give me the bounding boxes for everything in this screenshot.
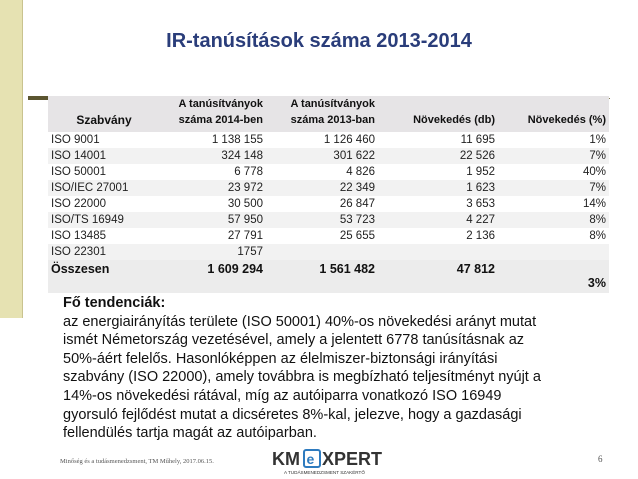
table-header-row	[48, 96, 609, 132]
count-2013-cell: 25 655	[266, 228, 378, 244]
total-growth-count: 47 812	[378, 260, 498, 293]
kmexpert-logo	[270, 447, 406, 477]
trends-heading: Fő tendenciák:	[63, 295, 166, 311]
header-standard: Szabvány	[48, 96, 160, 132]
total-count-2013: 1 561 482	[266, 260, 378, 293]
page-number: 6	[598, 454, 603, 464]
count-2014-cell: 27 791	[160, 228, 266, 244]
count-2014-cell: 6 778	[160, 164, 266, 180]
growth-percent-cell: 8%	[498, 212, 609, 228]
standard-cell: ISO 22000	[48, 196, 160, 212]
certification-table	[48, 96, 609, 293]
trends-line: szabvány (ISO 22000), amely továbbra is megbízható teljesítményt nyújt a	[63, 369, 541, 386]
total-growth-percent: 3%	[498, 260, 609, 293]
header-count-2014: A tanúsítványok száma 2014-ben	[160, 96, 266, 132]
table-row	[48, 196, 609, 212]
growth-count-cell: 22 526	[378, 148, 498, 164]
count-2013-cell: 53 723	[266, 212, 378, 228]
count-2013-cell: 301 622	[266, 148, 378, 164]
count-2014-cell: 324 148	[160, 148, 266, 164]
header-count-2013: A tanúsítványok száma 2013-ban	[266, 96, 378, 132]
growth-count-cell: 3 653	[378, 196, 498, 212]
trends-line: ismét Németország vezetésével, amely a jelentett 6778 tanúsításnak az	[63, 332, 525, 349]
trends-text	[63, 294, 603, 443]
footer-text: Minőség és a tudásmenedzsment, TM Műhely, 2017.06.15.	[60, 458, 214, 465]
trends-line: gyorsuló fejlődést mutat a dicséretes 8%-kal, jelezve, hogy a gazdasági	[63, 406, 522, 423]
growth-count-cell: 4 227	[378, 212, 498, 228]
count-2013-cell: 26 847	[266, 196, 378, 212]
growth-count-cell: 1 623	[378, 180, 498, 196]
count-2014-cell: 1757	[160, 244, 266, 260]
table-row	[48, 164, 609, 180]
table-row	[48, 148, 609, 164]
count-2013-cell: 22 349	[266, 180, 378, 196]
growth-count-cell: 11 695	[378, 132, 498, 148]
growth-percent-cell: 40%	[498, 164, 609, 180]
table-row	[48, 132, 609, 148]
growth-count-cell	[378, 244, 498, 260]
table-row	[48, 180, 609, 196]
count-2013-cell	[266, 244, 378, 260]
count-2013-cell: 1 126 460	[266, 132, 378, 148]
slide-title: IR-tanúsítások száma 2013-2014	[166, 30, 472, 52]
header-growth-count: Növekedés (db)	[378, 96, 498, 132]
svg-text:e: e	[306, 451, 315, 467]
standard-cell: ISO 22301	[48, 244, 160, 260]
trends-line: az energiairányítás területe (ISO 50001) 40%-os növekedési arányt mutat	[63, 313, 537, 330]
table-total-row	[48, 260, 609, 293]
growth-percent-cell	[498, 244, 609, 260]
count-2013-cell: 4 826	[266, 164, 378, 180]
standard-cell: ISO/IEC 27001	[48, 180, 160, 196]
growth-percent-cell: 1%	[498, 132, 609, 148]
trends-line: fellendülés tartja magát az autóiparban.	[63, 425, 317, 442]
svg-text:XPERT: XPERT	[322, 449, 383, 469]
header-growth-percent: Növekedés (%)	[498, 96, 609, 132]
count-2014-cell: 30 500	[160, 196, 266, 212]
count-2014-cell: 23 972	[160, 180, 266, 196]
table-row	[48, 228, 609, 244]
count-2014-cell: 57 950	[160, 212, 266, 228]
trends-line: 14%-os növekedési rátával, míg az autóiparra vonatkozó ISO 16949	[63, 387, 502, 404]
standard-cell: ISO/TS 16949	[48, 212, 160, 228]
svg-text:KM: KM	[272, 449, 300, 469]
standard-cell: ISO 13485	[48, 228, 160, 244]
table-row	[48, 244, 609, 260]
standard-cell: ISO 50001	[48, 164, 160, 180]
growth-count-cell: 2 136	[378, 228, 498, 244]
count-2014-cell: 1 138 155	[160, 132, 266, 148]
trends-line: 50%-áért felelős. Hasonlóképpen az élelmiszer-biztonsági irányítási	[63, 350, 498, 367]
total-count-2014: 1 609 294	[160, 260, 266, 293]
table-row	[48, 212, 609, 228]
standard-cell: ISO 14001	[48, 148, 160, 164]
growth-percent-cell: 14%	[498, 196, 609, 212]
growth-count-cell: 1 952	[378, 164, 498, 180]
svg-text:A TUDÁSMENEDZSMENT SZAKÉRTŐ: A TUDÁSMENEDZSMENT SZAKÉRTŐ	[284, 470, 365, 475]
growth-percent-cell: 7%	[498, 180, 609, 196]
growth-percent-cell: 8%	[498, 228, 609, 244]
growth-percent-cell: 7%	[498, 148, 609, 164]
standard-cell: ISO 9001	[48, 132, 160, 148]
total-label: Összesen	[48, 260, 160, 293]
